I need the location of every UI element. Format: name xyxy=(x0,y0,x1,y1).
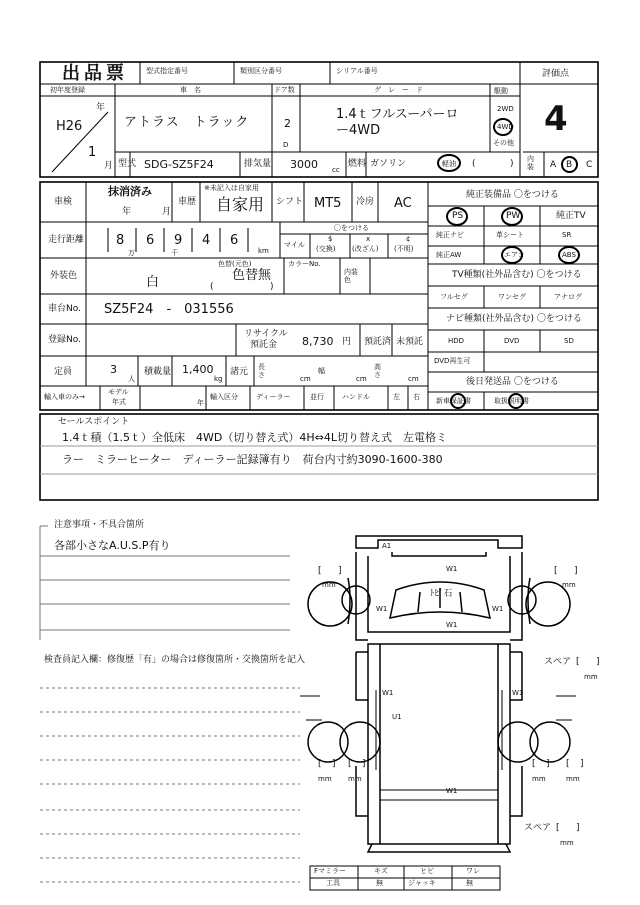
load-unit: kg xyxy=(214,375,223,383)
repaint-paren-open: ( xyxy=(210,282,214,292)
evaluation-label: 評価点 xyxy=(542,69,570,79)
grade-line1: 1.4ｔフルスーパーロ xyxy=(336,107,459,122)
rear-right1-bracket-open: [ xyxy=(532,759,536,769)
shift-value: MT5 xyxy=(314,196,342,211)
car-name: アトラス トラック xyxy=(124,115,250,130)
diag-a1: A1 xyxy=(382,542,392,550)
notes-text: 各部小さなA.U.S.P有り xyxy=(54,539,171,552)
displacement-label: 排気量 xyxy=(244,159,272,169)
repaint-value: 色替無 xyxy=(232,268,272,283)
dims-label: 諸元 xyxy=(230,367,249,377)
frame-value: SZ5F24 - 031556 xyxy=(104,302,234,317)
spare-top-mm: mm xyxy=(584,673,598,681)
import-parallel: 並行 xyxy=(310,393,324,401)
car-name-label: 車 名 xyxy=(180,86,201,94)
spare-top-label: スペア xyxy=(544,657,572,667)
unknown-mark: ¢ xyxy=(406,235,411,243)
mileage-circle-note: 〇をつける xyxy=(334,224,369,232)
grade-line2: ー4WD xyxy=(336,123,381,138)
inspection-value: 抹消済み xyxy=(108,185,152,198)
shift-label: シフト xyxy=(276,197,304,207)
footer-broken: ワレ xyxy=(466,867,480,875)
repaint-label: 色替(元色) xyxy=(218,260,252,268)
diag-w1-bed-right: W1 xyxy=(512,689,524,697)
rear-left1-bracket-close: ] xyxy=(332,759,336,769)
handle-left: 左 xyxy=(393,393,400,401)
front-right-bracket-close: ] xyxy=(574,566,578,576)
equip-aw: 純正AW xyxy=(436,251,462,259)
recycle-paid: 預託済 xyxy=(364,337,392,347)
navi-type-title: ナビ種類(社外品含む) 〇をつける xyxy=(446,314,582,324)
spare-bottom-label: スペア xyxy=(524,823,552,833)
later-warranty: 新車保証書 xyxy=(436,397,471,405)
ac-value: AC xyxy=(394,196,412,211)
width-unit: cm xyxy=(356,375,367,383)
fuel-label: 燃料 xyxy=(348,159,367,169)
rear-right2-bracket-open: [ xyxy=(566,759,570,769)
length-unit: cm xyxy=(300,375,311,383)
drive-other: その他 xyxy=(493,139,514,147)
mileage-digit-2: 6 xyxy=(146,233,155,248)
rear-left1-bracket-open: [ xyxy=(318,759,322,769)
history-value: 自家用 xyxy=(216,195,265,214)
navi-dvd-play: DVD再生可 xyxy=(434,357,471,365)
mileage-digit-1: 8 xyxy=(116,233,125,248)
height-label: 高さ xyxy=(374,363,381,379)
spare-bottom-mm: mm xyxy=(560,839,574,847)
inspector-label: 検査員記入欄：修復歴「有」の場合は修復箇所・交換箇所を記入 xyxy=(44,655,306,665)
capacity-label: 定員 xyxy=(54,367,73,377)
drive-4wd: 4WD xyxy=(497,123,514,131)
diag-w1-left: W1 xyxy=(376,605,388,613)
load-label: 積載量 xyxy=(144,367,172,377)
import-dealer: ディーラー xyxy=(256,393,291,401)
length-label: 長さ xyxy=(258,363,265,379)
spare-bottom-bracket-open: [ xyxy=(556,823,560,833)
diag-w1-windshield: W1 xyxy=(446,621,458,629)
import-only-label: 輸入車のみ→ xyxy=(44,393,85,401)
diag-stone-chip: ﾄﾋﾞ石 xyxy=(430,589,453,599)
equip-ps: PS xyxy=(452,211,464,221)
equip-ps-circle xyxy=(446,207,468,226)
ac-label: 冷房 xyxy=(356,197,375,207)
first-reg-label: 初年度登録 xyxy=(50,86,85,94)
import-class-label: 輸入区分 xyxy=(210,393,238,401)
interior-label: 内装 xyxy=(527,155,534,171)
rear-right2-mm: mm xyxy=(566,775,580,783)
tv-type-title: TV種類(社外品含む) 〇をつける xyxy=(452,270,582,280)
handle-label: ハンドル xyxy=(342,393,370,401)
sales-point-line2: ラー ミラーヒーター ディーラー記録簿有り 荷台内寸約3090-1600-380 xyxy=(62,453,443,466)
fuel-light-oil: 軽油 xyxy=(442,160,456,168)
rear-right1-bracket-close: ] xyxy=(546,759,550,769)
footer-tools: 工具 xyxy=(326,879,340,887)
footer-jack-value: 無 xyxy=(466,879,473,887)
model-label: 型式 xyxy=(118,159,137,169)
fuel-light-circle xyxy=(437,154,461,172)
color-no-label: カラーNo. xyxy=(288,260,321,268)
type-designation-label: 型式指定番号 xyxy=(146,67,188,75)
spare-top-bracket-close: ] xyxy=(596,657,600,667)
year-suffix: 年 xyxy=(96,103,106,113)
handle-right: 右 xyxy=(413,393,420,401)
exterior-color-label: 外装色 xyxy=(50,271,78,281)
load-value: 1,400 xyxy=(182,363,214,376)
equip-tv: 純正TV xyxy=(556,211,586,221)
interior-a: A xyxy=(550,160,557,170)
recycle-label-2: 預託金 xyxy=(250,340,278,350)
tamper-mark: x xyxy=(366,235,371,243)
first-reg-month: 1 xyxy=(88,145,97,160)
doors-label: ドア数 xyxy=(274,86,295,94)
recycle-unpaid: 未預託 xyxy=(396,337,424,347)
equip-pw: PW xyxy=(506,211,521,221)
mileage-man: 万 xyxy=(128,249,135,257)
model-year-label-2: 年式 xyxy=(112,398,126,406)
tv-oneseg: ワンセグ xyxy=(498,293,526,301)
rear-right1-mm: mm xyxy=(532,775,546,783)
exchange-label: (交換) xyxy=(316,245,336,253)
inspection-month-unit: 月 xyxy=(162,207,172,217)
footer-scratch: キズ xyxy=(374,867,388,875)
equip-sr: SR xyxy=(562,231,572,239)
repaint-paren-close: ) xyxy=(270,282,274,292)
navi-sd: SD xyxy=(564,337,574,345)
spare-bottom-bracket-close: ] xyxy=(576,823,580,833)
mile-label: マイル xyxy=(284,241,305,249)
inspection-year-unit: 年 xyxy=(122,207,132,217)
diag-u1: U1 xyxy=(392,713,402,721)
history-note: ※未記入は自家用 xyxy=(204,184,259,192)
mileage-sen: 千 xyxy=(171,249,178,257)
rear-right2-bracket-close: ] xyxy=(580,759,584,769)
tv-analog: アナログ xyxy=(554,293,582,301)
equip-aircon-circle xyxy=(501,246,523,264)
capacity-value: 3 xyxy=(110,363,117,376)
grade-label: グ レ ー ド xyxy=(374,86,423,94)
equip-abs-circle xyxy=(558,246,580,264)
interior-color-label: 内装色 xyxy=(344,268,358,285)
width-label: 幅 xyxy=(318,367,325,375)
capacity-unit: 人 xyxy=(128,375,135,383)
front-left-mm: mm xyxy=(322,581,336,589)
doors-sub: D xyxy=(283,141,289,149)
model-value: SDG-SZ5F24 xyxy=(144,158,214,171)
evaluation-score: 4 xyxy=(544,99,568,139)
front-right-bracket-open: [ xyxy=(554,566,558,576)
front-left-bracket-close: ] xyxy=(338,566,342,576)
mileage-digit-5: 6 xyxy=(230,233,239,248)
fuel-paren-open: ( xyxy=(472,159,476,169)
mileage-label: 走行距離 xyxy=(48,235,85,245)
footer-tools-value: 無 xyxy=(376,879,383,887)
form-title: 出品票 xyxy=(62,63,128,84)
footer-jack: ジャッキ xyxy=(408,879,436,887)
equip-navi: 純正ナビ xyxy=(436,231,464,239)
drive-2wd: 2WD xyxy=(497,105,514,113)
drive-label: 駆動 xyxy=(494,87,508,95)
displacement-unit: cc xyxy=(332,166,340,174)
mileage-km: km xyxy=(258,247,269,255)
displacement-value: 3000 xyxy=(290,158,318,171)
diag-w1-right: W1 xyxy=(492,605,504,613)
sales-point-label: セールスポイント xyxy=(58,417,130,427)
doors-value: 2 xyxy=(284,117,291,130)
notes-label: 注意事項・不具合箇所 xyxy=(54,520,145,530)
spare-top-bracket-open: [ xyxy=(576,657,580,667)
mileage-digit-3: 9 xyxy=(174,233,183,248)
reg-no-label: 登録No. xyxy=(48,335,81,345)
model-year-label-1: モデル xyxy=(108,388,129,396)
unknown-label: (不明) xyxy=(394,245,414,253)
later-warranty-circle xyxy=(450,393,466,409)
exchange-mark: $ xyxy=(328,235,333,243)
recycle-label-1: リサイクル xyxy=(244,329,288,339)
equip-leather: 革シート xyxy=(496,231,524,239)
navi-dvd: DVD xyxy=(504,337,520,345)
interior-c: C xyxy=(586,160,593,170)
rear-left2-bracket-open: [ xyxy=(348,759,352,769)
rear-left1-mm: mm xyxy=(318,775,332,783)
mileage-digit-4: 4 xyxy=(202,233,211,248)
sales-point-line1: 1.4ｔ積（1.5ｔ）全低床 4WD（切り替え式）4H⇔4L切り替え式 左電格ミ xyxy=(62,431,447,444)
recycle-value: 8,730 xyxy=(302,335,334,348)
interior-b: B xyxy=(566,160,573,170)
front-right-mm: mm xyxy=(562,581,576,589)
diag-w1-bed-left: W1 xyxy=(382,689,394,697)
later-manual: 取扱説明書 xyxy=(494,397,529,405)
height-unit: cm xyxy=(408,375,419,383)
footer-crack: ヒビ xyxy=(420,867,434,875)
later-shipment-title: 後日発送品 〇をつける xyxy=(466,377,559,387)
tamper-label: (改ざん) xyxy=(352,245,379,253)
tv-fullseg: フルセグ xyxy=(440,293,468,301)
category-label: 類別区分番号 xyxy=(240,67,282,75)
diag-w1-top: W1 xyxy=(446,565,458,573)
rear-left2-mm: mm xyxy=(348,775,362,783)
equipment-title: 純正装備品 〇をつける xyxy=(466,190,559,200)
import-year-unit: 年 xyxy=(197,399,204,407)
front-left-bracket-open: [ xyxy=(318,566,322,576)
inspection-label: 車検 xyxy=(54,197,73,207)
drive-4wd-circle xyxy=(493,118,513,136)
recycle-unit: 円 xyxy=(342,337,352,347)
equip-aircon: エアコ xyxy=(504,251,525,259)
rear-left2-bracket-close: ] xyxy=(362,759,366,769)
first-reg-year: H26 xyxy=(56,119,83,134)
diag-w1-rear: W1 xyxy=(446,787,458,795)
later-manual-circle xyxy=(508,393,524,409)
frame-label: 車台No. xyxy=(48,304,81,314)
month-suffix: 月 xyxy=(104,161,114,171)
exterior-color-value: 白 xyxy=(146,275,160,290)
equip-abs: ABS xyxy=(562,251,576,259)
history-label: 車歴 xyxy=(178,197,197,207)
fuel-paren-close: ) xyxy=(510,159,514,169)
serial-label: シリアル番号 xyxy=(336,67,378,75)
truck-diagram xyxy=(300,536,576,852)
equip-pw-circle xyxy=(501,207,523,226)
interior-b-circle xyxy=(561,156,578,173)
fuel-value: ガソリン xyxy=(370,159,407,169)
navi-hdd: HDD xyxy=(448,337,465,345)
footer-floor-mat: Fマミラー xyxy=(314,867,347,875)
